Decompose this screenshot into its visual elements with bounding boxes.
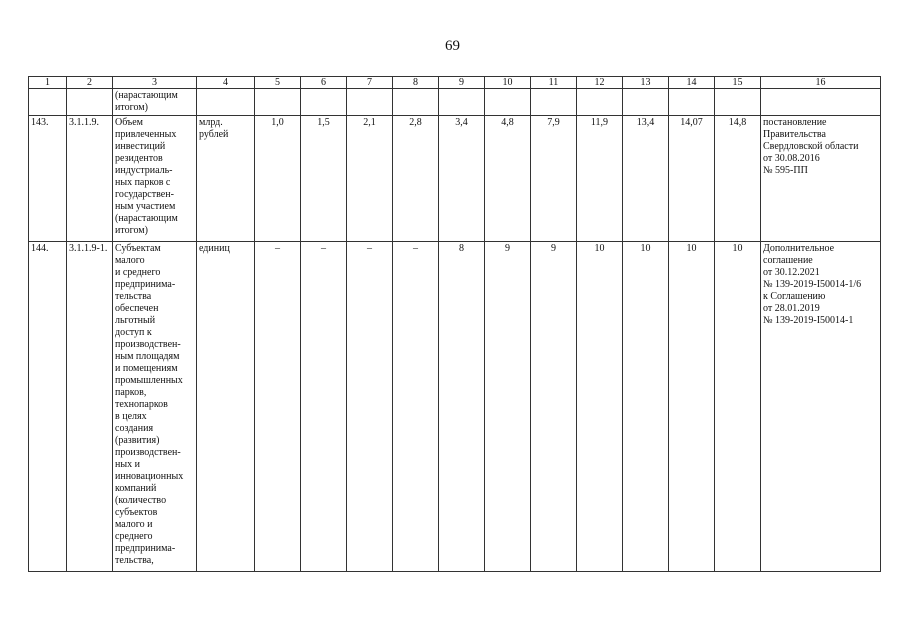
value-cell: 11,9 [577, 116, 623, 242]
header-cell: 16 [761, 77, 881, 89]
header-cell: 9 [439, 77, 485, 89]
unit-cell: млрд. рублей [197, 116, 255, 242]
value-cell: 9 [485, 242, 531, 572]
code-cell: 3.1.1.9-1. [67, 242, 113, 572]
row-number-cell: 143. [29, 116, 67, 242]
header-row [29, 77, 881, 89]
value-cell: 3,4 [439, 116, 485, 242]
header-cell: 1 [29, 77, 67, 89]
header-cell: 12 [577, 77, 623, 89]
header-cell: 13 [623, 77, 669, 89]
header-cell: 11 [531, 77, 577, 89]
header-cell: 6 [301, 77, 347, 89]
unit-cell: единиц [197, 242, 255, 572]
header-cell: 8 [393, 77, 439, 89]
indicator-name-cell: (нарастающим итогом) [113, 89, 197, 116]
value-cell: 10 [669, 242, 715, 572]
header-cell: 14 [669, 77, 715, 89]
header-cell: 5 [255, 77, 301, 89]
row-number-cell: 144. [29, 242, 67, 572]
value-cell: 14,8 [715, 116, 761, 242]
value-cell: 14,07 [669, 116, 715, 242]
value-cell: – [347, 242, 393, 572]
table-row [29, 116, 881, 242]
value-cell: 4,8 [485, 116, 531, 242]
value-cell: 10 [577, 242, 623, 572]
header-cell: 10 [485, 77, 531, 89]
value-cell: 1,0 [255, 116, 301, 242]
header-cell: 4 [197, 77, 255, 89]
source-document-cell: постановление Правительства Свердловской области от 30.08.2016 № 595-ПП [761, 116, 881, 242]
value-cell: 2,8 [393, 116, 439, 242]
table-row-continued [29, 89, 881, 116]
value-cell: – [393, 242, 439, 572]
header-cell: 3 [113, 77, 197, 89]
source-document-cell: Дополнительное соглашение от 30.12.2021 № 139-2019-I50014-1/6 к Соглашению от 28.01.2019 № 139-2019-I50014-1 [761, 242, 881, 572]
value-cell: 7,9 [531, 116, 577, 242]
header-cell: 15 [715, 77, 761, 89]
header-cell: 2 [67, 77, 113, 89]
page-number: 69 [445, 38, 460, 54]
value-cell: 9 [531, 242, 577, 572]
value-cell: 2,1 [347, 116, 393, 242]
value-cell: – [301, 242, 347, 572]
value-cell: 13,4 [623, 116, 669, 242]
value-cell: 10 [715, 242, 761, 572]
value-cell: 1,5 [301, 116, 347, 242]
value-cell: – [255, 242, 301, 572]
value-cell: 10 [623, 242, 669, 572]
table-row [29, 242, 881, 572]
indicators-table [28, 76, 881, 572]
indicator-name-cell: Объем привлеченных инвестиций резидентов индустриаль- ных парков с государствен- ным участием (нарастающим итогом) [113, 116, 197, 242]
indicator-name-cell: Субъектам малого и среднего предпринима- тельства обеспечен льготный доступ к производствен- ным площадям и помещениям промышленных парков, технопарков в целях создания (развития) производствен- ных и инновационных компаний (количество субъектов малого и среднего предпринима- тельства, [113, 242, 197, 572]
value-cell: 8 [439, 242, 485, 572]
header-cell: 7 [347, 77, 393, 89]
code-cell: 3.1.1.9. [67, 116, 113, 242]
